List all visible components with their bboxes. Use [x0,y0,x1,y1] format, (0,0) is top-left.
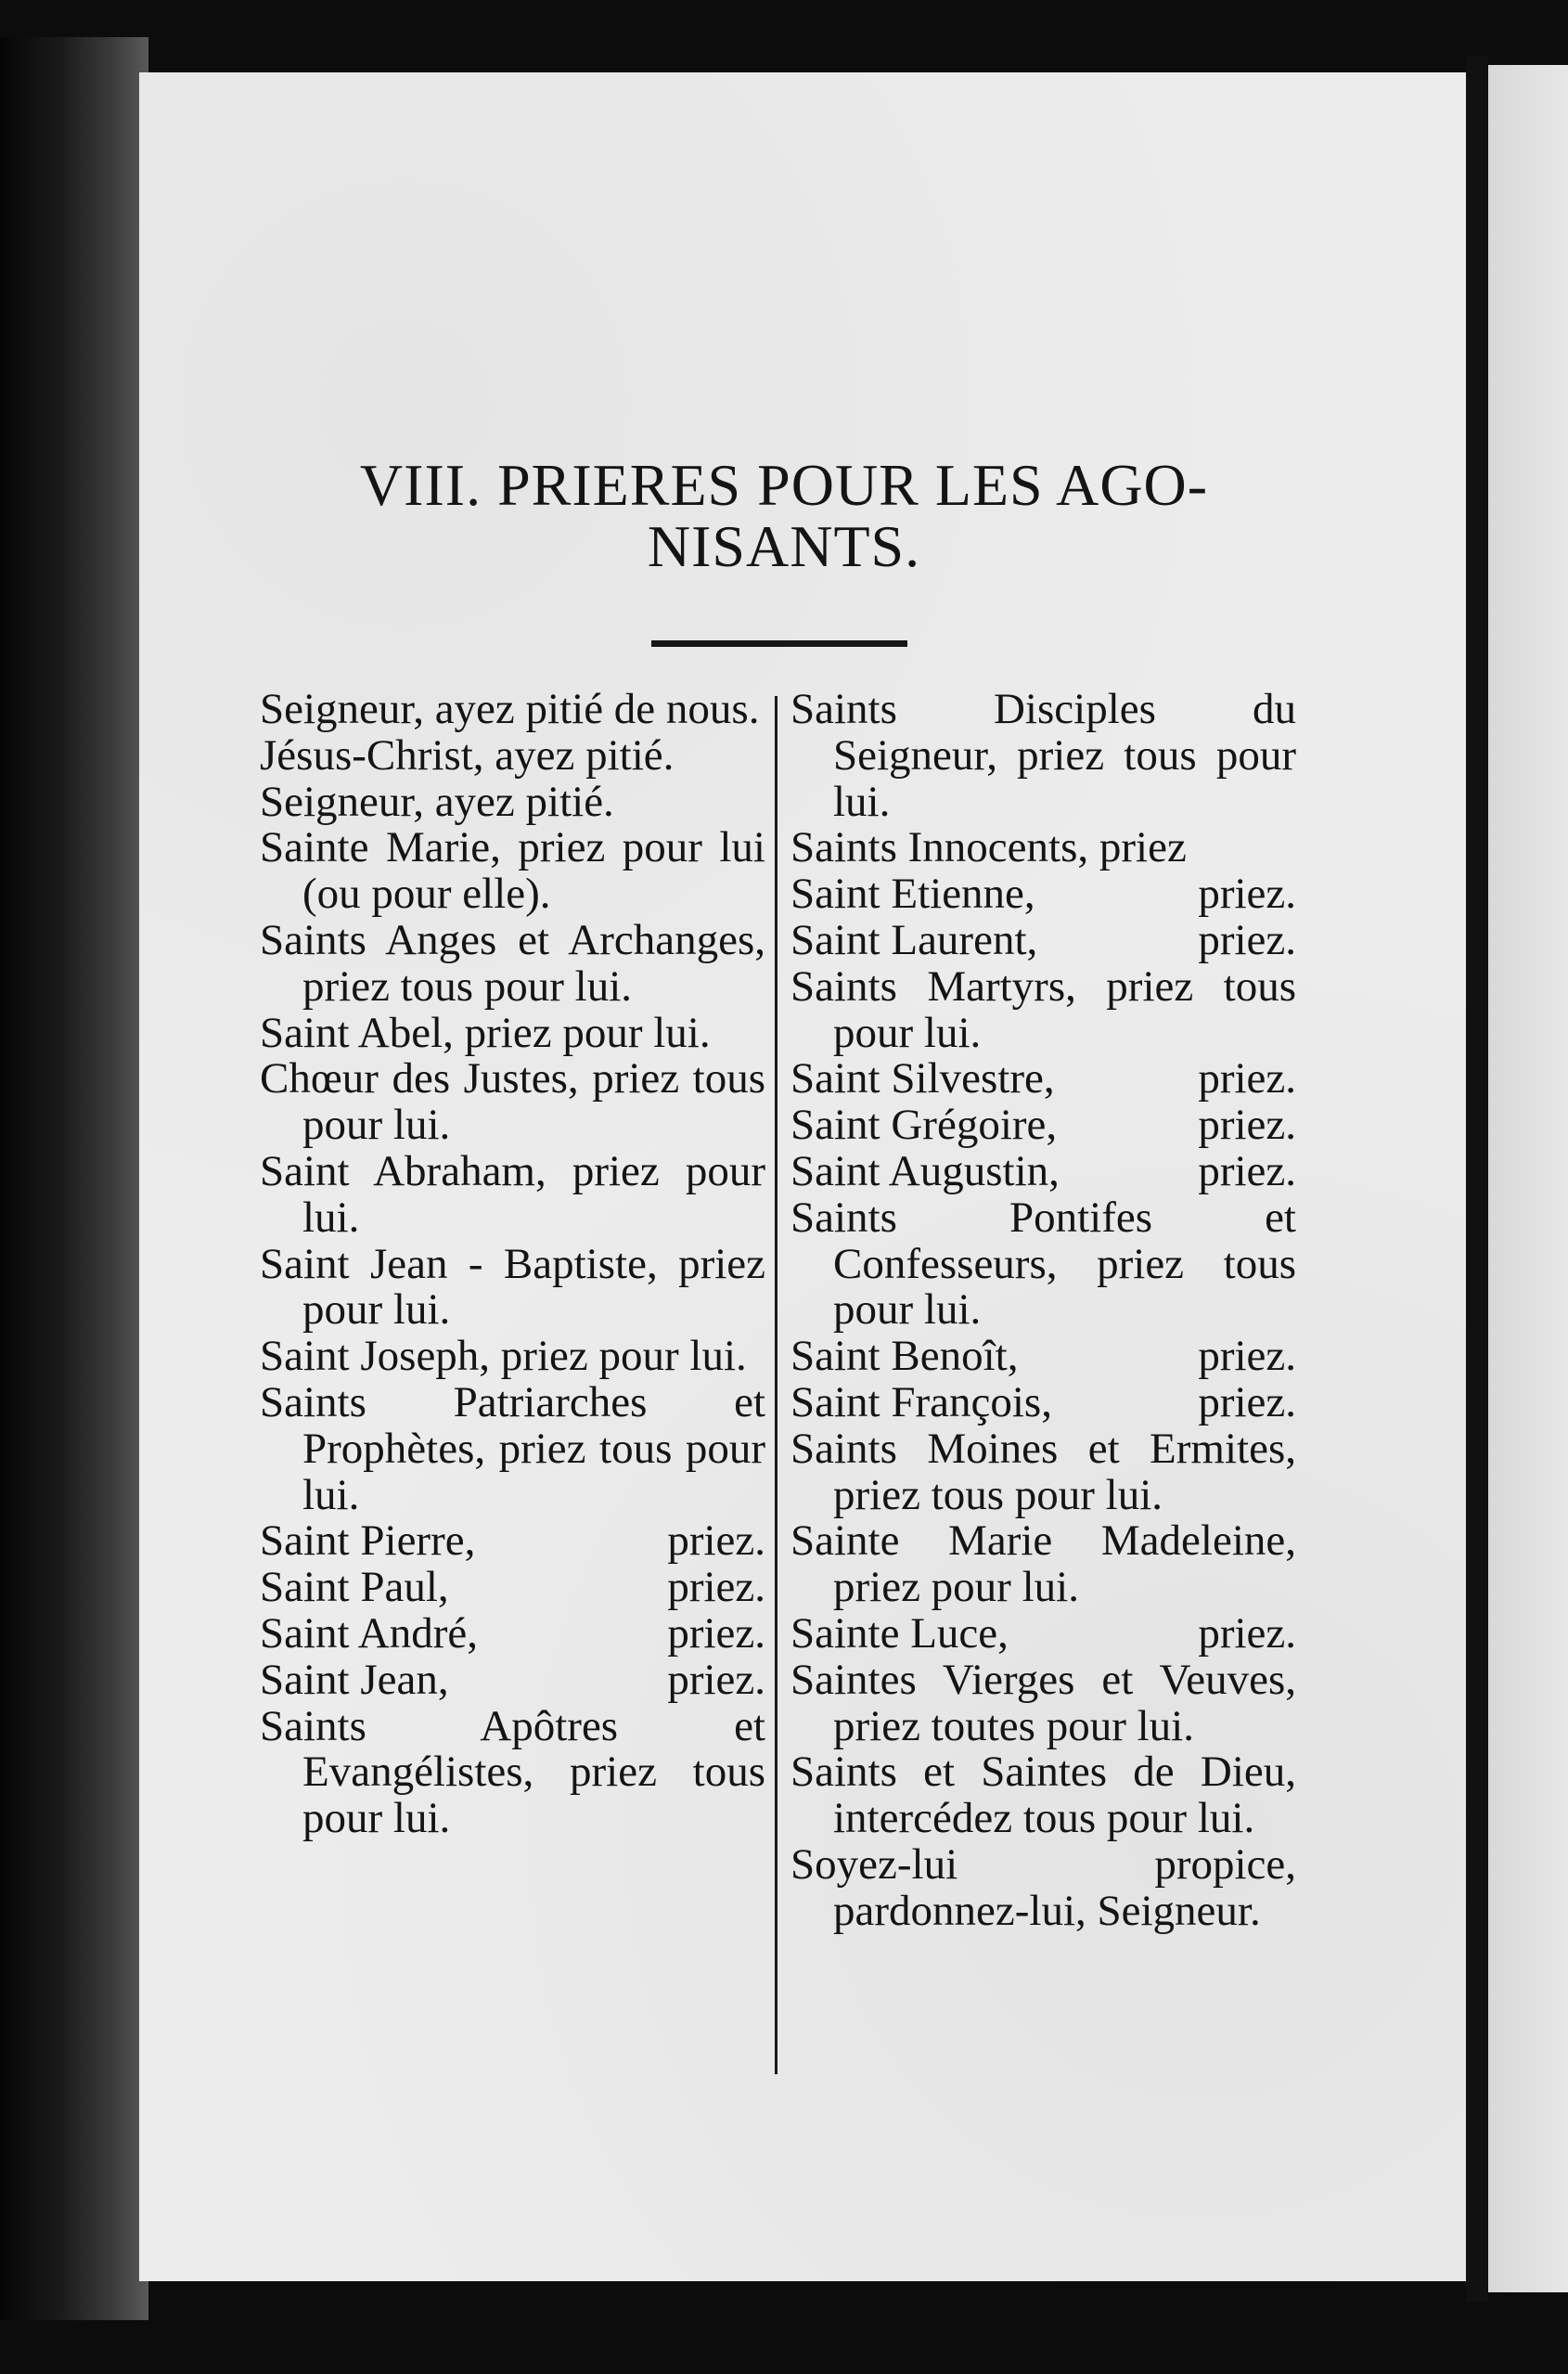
litany-right-entry [790,871,1296,918]
invocation-response: priez. [667,1608,765,1658]
litany-right-entry [790,1334,1296,1380]
invocation-name: Saint Paul, [260,1563,449,1612]
invocation-name: Saint André, [260,1608,478,1658]
litany-left-entry: Saint Joseph, priez pour lui. [260,1332,747,1381]
litany-right-entry: Saints Martyrs, priez tous pour lui. [790,961,1296,1057]
right-column [790,687,1296,1935]
litany-right-entry [790,1056,1296,1103]
litany-right-entry: Saints Disciples du Seigneur, priez tous pour lui. [790,685,1296,826]
litany-left-entry: Saint Abel, priez pour lui. [260,1008,711,1057]
left-column [260,687,765,1842]
litany-right-entry: Sainte Marie Madeleine, priez pour lui. [790,1516,1296,1612]
litany-right-entry: Saints Innocents, priez [790,823,1187,872]
title-divider [651,640,907,647]
title-line-2: NISANTS. [647,513,921,579]
litany-right-entry: Saints Pontifes et Confesseurs, priez tous pour lui. [790,1193,1296,1335]
invocation-response: priez. [1198,870,1296,919]
invocation-name: Sainte Luce, [790,1608,1009,1658]
litany-left-entry: Seigneur, ayez pitié de nous. [260,685,760,733]
page-title [0,452,1568,579]
litany-left-entry: Jésus-Christ, ayez pitié. [260,730,675,780]
invocation-name: Saint Pierre, [260,1516,476,1566]
litany-left-entry [260,1655,765,1704]
litany-right-entry [790,1146,1296,1195]
litany-left-entry: Chœur des Justes, priez tous pour lui. [260,1054,765,1150]
litany-left-entry: Saints Apôtres et Evangélistes, priez tous pour lui. [260,1701,765,1843]
invocation-response: priez. [667,1563,765,1612]
invocation-name: Saint Silvestre, [790,1054,1055,1103]
invocation-response: priez. [1198,1146,1296,1195]
invocation-name: Saint Benoît, [790,1332,1019,1381]
invocation-name: Saint Jean, [260,1655,449,1704]
invocation-name: Saint Augustin, [790,1146,1060,1195]
invocation-name: Saint Laurent, [790,915,1038,964]
litany-right-entry: Saints Moines et Ermites, priez tous pour lui. [790,1424,1296,1519]
invocation-response: priez. [1198,1054,1296,1103]
litany-right-entry: Saints et Saintes de Dieu, intercédez tous pour lui. [790,1748,1296,1843]
invocation-name: Saint Etienne, [790,870,1035,919]
page-edge-shadow [1466,56,1488,2302]
litany-left-entry: Saints Anges et Archanges, priez tous pour lui. [260,915,765,1011]
litany-right-entry: Saintes Vierges et Veuves, priez toutes pour lui. [790,1655,1296,1750]
litany-right-entry [790,915,1296,964]
litany-right-entry [790,1377,1296,1426]
litany-right-entry [790,1608,1296,1658]
litany-left-entry: Saint Jean - Baptiste, priez pour lui. [260,1239,765,1335]
invocation-name: Saint Grégoire, [790,1101,1058,1150]
litany-left-entry: Sainte Marie, priez pour lui (ou pour elle). [260,823,765,919]
invocation-response: priez. [667,1516,765,1566]
invocation-response: priez. [667,1655,765,1704]
column-divider [775,696,778,2074]
invocation-response: priez. [1198,1608,1296,1658]
book-spine [0,37,148,2320]
litany-left-entry [260,1518,765,1565]
litany-left-entry: Seigneur, ayez pitié. [260,777,614,826]
invocation-response: priez. [1198,915,1296,964]
litany-left-entry: Saint Abraham, priez pour lui. [260,1146,765,1242]
title-line-1: VIII. PRIERES POUR LES AGO- [359,452,1209,518]
invocation-response: priez. [1198,1332,1296,1381]
invocation-response: priez. [1198,1101,1296,1150]
invocation-response: priez. [1198,1377,1296,1426]
litany-right-entry [790,1103,1296,1149]
litany-right-entry: Soyez-lui propice, pardonnez-lui, Seigneur. [790,1839,1296,1935]
litany-left-entry: Saints Patriarches et Prophètes, priez tous pour lui. [260,1377,765,1519]
litany-left-entry [260,1565,765,1611]
next-page-strip [1488,65,1568,2292]
invocation-name: Saint François, [790,1377,1052,1426]
litany-left-entry [260,1608,765,1658]
